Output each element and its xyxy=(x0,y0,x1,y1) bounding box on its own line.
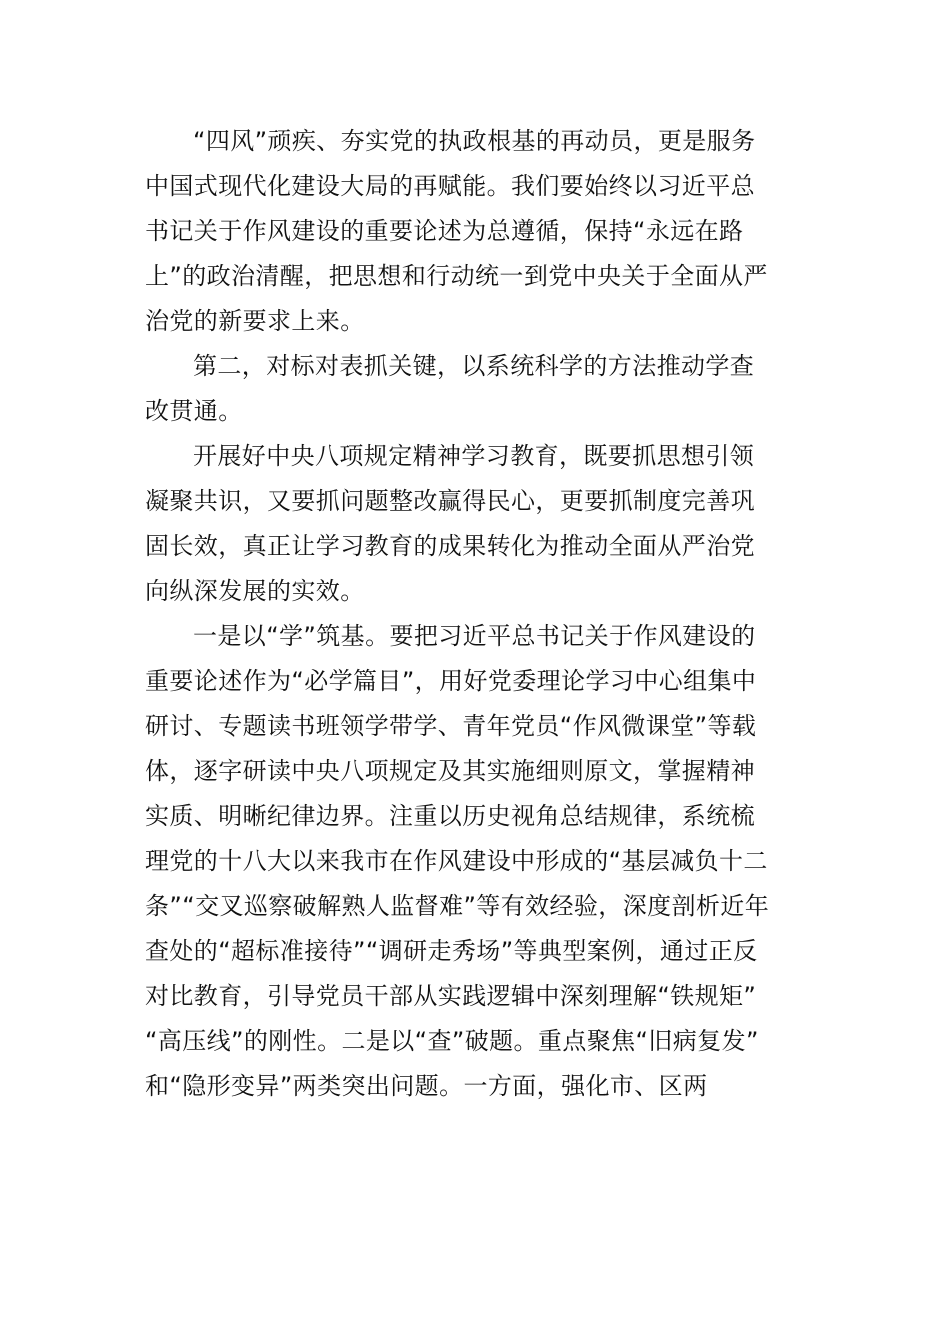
text-line: 查处的“超标准接待”“调研走秀场”等典型案例，通过正反 xyxy=(145,937,758,965)
text-line: 向纵深发展的实效。 xyxy=(145,577,365,605)
body-text xyxy=(145,119,810,1109)
text-line: 体，逐字研读中央八项规定及其实施细则原文，掌握精神 xyxy=(145,757,755,785)
text-line: 实质、明晰纪律边界。注重以历史视角总结规律，系统梳 xyxy=(145,802,755,830)
text-line: 条”“交叉巡察破解熟人监督难”等有效经验，深度剖析近年 xyxy=(145,892,770,920)
text-line: 凝聚共识，又要抓问题整改赢得民心，更要抓制度完善巩 xyxy=(145,487,755,515)
text-line: 对比教育，引导党员干部从实践逻辑中深刻理解“铁规矩” xyxy=(145,982,757,1010)
text-line: 上”的政治清醒，把思想和行动统一到党中央关于全面从严 xyxy=(145,262,768,290)
text-line: “高压线”的刚性。二是以“查”破题。重点聚焦“旧病复发” xyxy=(145,1027,759,1055)
text-line: 中国式现代化建设大局的再赋能。我们要始终以习近平总 xyxy=(145,172,755,200)
text-line: 一是以“学”筑基。要把习近平总书记关于作风建设的 xyxy=(193,622,756,650)
text-line: 书记关于作风建设的重要论述为总遵循，保持“永远在路 xyxy=(145,217,744,245)
text-line: 研讨、专题读书班领学带学、青年党员“作风微课堂”等载 xyxy=(145,712,757,740)
section-heading-continuation: 改贯通。 xyxy=(145,397,243,425)
text-line: 开展好中央八项规定精神学习教育，既要抓思想引领 xyxy=(193,442,755,470)
text-line: 重要论述作为“必学篇目”，用好党委理论学习中心组集中 xyxy=(145,667,757,695)
section-heading: 第二，对标对表抓关键，以系统科学的方法推动学查 xyxy=(193,352,755,380)
text-line: 治党的新要求上来。 xyxy=(145,307,365,335)
text-line: 理党的十八大以来我市在作风建设中形成的“基层减负十二 xyxy=(145,847,768,875)
text-line: 和“隐形变异”两类突出问题。一方面，强化市、区两 xyxy=(145,1072,708,1100)
text-line: 固长效，真正让学习教育的成果转化为推动全面从严治党 xyxy=(145,532,755,560)
text-line: “四风”顽疾、夯实党的执政根基的再动员，更是服务 xyxy=(193,127,756,155)
